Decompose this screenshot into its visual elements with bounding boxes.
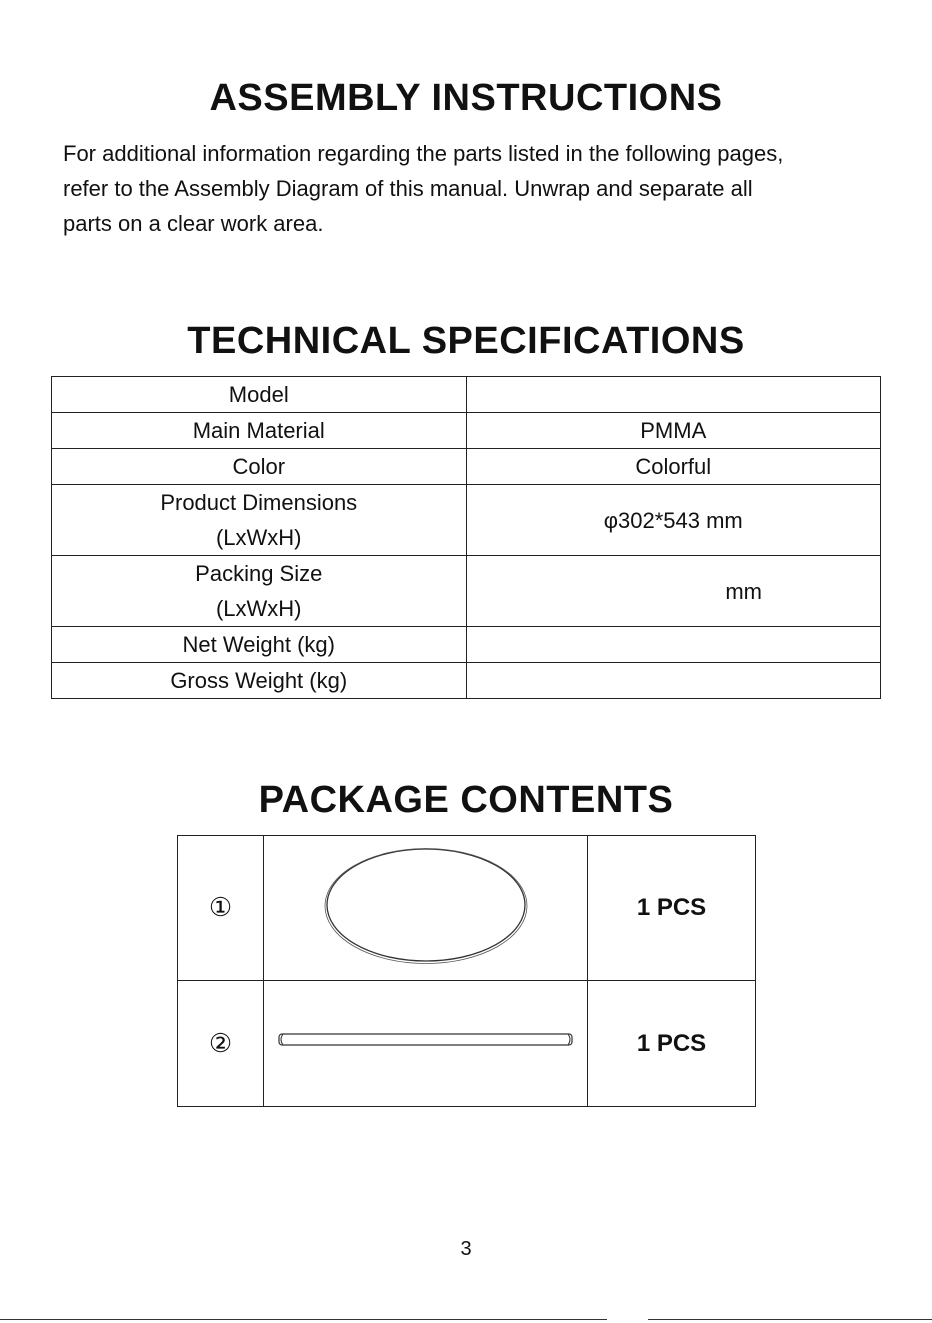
spec-value [466, 663, 881, 699]
part-number: ② [178, 981, 264, 1107]
spec-label: Model [52, 377, 467, 413]
part-number: ① [178, 836, 264, 981]
intro-line: parts on a clear work area. [63, 211, 324, 236]
spec-value: PMMA [466, 413, 881, 449]
package-item-row [178, 981, 756, 1107]
spec-label [52, 556, 467, 627]
spec-label-line: Packing Size [195, 561, 323, 586]
spec-value [466, 377, 881, 413]
specifications-title: TECHNICAL SPECIFICATIONS [187, 320, 745, 362]
spec-row-gross-weight [52, 663, 881, 699]
spec-label: Net Weight (kg) [52, 627, 467, 663]
part-illustration [264, 836, 588, 981]
intro-line: For additional information regarding the parts listed in the following pages, [63, 141, 784, 166]
spec-value: Colorful [466, 449, 881, 485]
package-contents-title: PACKAGE CONTENTS [258, 779, 674, 821]
spec-label: Color [52, 449, 467, 485]
part-illustration [264, 981, 588, 1107]
spec-row-net-weight [52, 627, 881, 663]
specifications-table [51, 376, 881, 699]
spec-row-model [52, 377, 881, 413]
spec-row-material [52, 413, 881, 449]
page-number: 3 [460, 1238, 472, 1260]
footer-rule [0, 1319, 607, 1320]
spec-row-dimensions [52, 485, 881, 556]
assembly-intro [63, 136, 883, 241]
part-quantity: 1 PCS [588, 981, 756, 1107]
package-item-row [178, 836, 756, 981]
oval-lampshade-icon [264, 836, 587, 975]
spec-row-packing-size [52, 556, 881, 627]
spec-label: Main Material [52, 413, 467, 449]
spec-value [466, 627, 881, 663]
spec-label-line: Product Dimensions [160, 490, 358, 515]
assembly-title: ASSEMBLY INSTRUCTIONS [209, 77, 723, 119]
spec-label-line: (LxWxH) [215, 525, 302, 550]
part-quantity: 1 PCS [588, 836, 756, 981]
footer-rule [648, 1319, 932, 1320]
spec-label: Gross Weight (kg) [52, 663, 467, 699]
package-contents-table [177, 835, 756, 1107]
rod-tube-icon [264, 981, 587, 1101]
intro-line: refer to the Assembly Diagram of this manual. Unwrap and separate all [63, 176, 753, 201]
spec-value: mm [466, 556, 881, 627]
spec-row-color [52, 449, 881, 485]
spec-label [52, 485, 467, 556]
spec-label-line: (LxWxH) [215, 596, 302, 621]
spec-value: φ302*543 mm [466, 485, 881, 556]
